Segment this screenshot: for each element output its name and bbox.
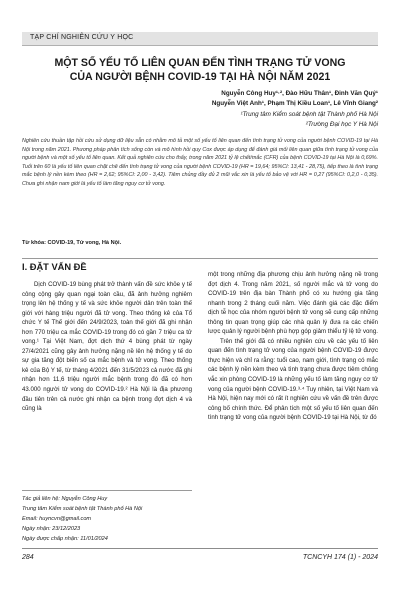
affiliation-2: ²Trường Đại học Y Hà Nội (305, 121, 378, 129)
abstract: Nghiên cứu thuần tập hồi cứu sử dụng dữ liệu sẵn có nhằm mô tả một số yếu tố liên quan đến tình trạng tử vong của người bệnh COVID-19 tại Hà Nội trong năm 2021. Phương pháp phân tích sống còn và mô hình hồi quy Cox được áp dụng để đánh giá mối liên quan giữa tình trạng tử vong của người bệnh và một số yếu tố liên quan. Kết quả nghiên cứu cho thấy, trong năm 2021 tỷ lệ chết/mắc (CFR) của bệnh COVID-19 tại Hà Nội là 0,69%. Tuổi trên 60 là yếu tố liên quan chặt chẽ đến tình trạng tử vong của người bệnh COVID-19 (HR = 19,64; 95%CI: 13,41 - 28,75), tiếp theo là tình trạng mắc bệnh lý nền kèm theo (HR = 2,62; 95%CI: 2,00 - 3,42). Tiêm chủng đầy đủ 2 mũi vắc xin là yếu tố bảo vệ với HR = 0,27 (95%CI: 0,2,0 - 0,35). Chưa ghi nhận nam giới là yếu tố làm tăng nguy cơ tử vong. (22, 138, 378, 187)
keywords: Từ khóa: COVID-19, Tử vong, Hà Nội. (22, 240, 122, 246)
received-date: Ngày nhận: 23/12/2023 (22, 526, 81, 533)
section-divider (22, 258, 378, 259)
affiliation-1: ¹Trung tâm Kiểm soát bệnh tật Thành phố Hà Nội (240, 110, 378, 118)
article-title-line-1: MỘT SỐ YẾU TỐ LIÊN QUAN ĐẾN TÌNH TRẠNG TỬ VONG (54, 57, 346, 69)
article-title-line-2: CỦA NGƯỜI BỆNH COVID-19 TẠI HÀ NỘI NĂM 2021 (69, 71, 331, 83)
section-heading: I. ĐẶT VẤN ĐỀ (22, 262, 87, 272)
accepted-date: Ngày được chấp nhận: 11/01/2024 (22, 536, 108, 543)
corresponding-author: Tác giả liên hệ: Nguyễn Công Huy (22, 496, 108, 502)
journal-issue: TCNCYH 174 (1) - 2024 (302, 554, 378, 561)
body-column-right (208, 270, 378, 423)
page-number: 284 (22, 554, 34, 561)
body-column-left (22, 280, 192, 414)
corresponding-email: Email: huyncvn@gmail.com (22, 516, 92, 523)
footnote-divider (22, 490, 192, 491)
journal-header-bar (22, 32, 378, 46)
footer-divider (22, 548, 378, 549)
authors-line-2: Nguyễn Việt Anh¹, Phạm Thị Kiều Loan¹, Lê Vĩnh Giang² (211, 100, 378, 108)
body-paragraph: Dịch COVID-19 bùng phát trở thành vấn đề sức khỏe y tế công cộng gây quan ngại toàn cầu, đã ảnh hưởng nghiêm trọng lên hệ thống y tế và sức khỏe người dân trên toàn thế giới với hàng triệu người đã tử vong. Theo thống kê của Tổ chức Y tế Thế giới đến 24/9/2023, toàn thế giới đã ghi nhận hơn 770 triệu ca mắc COVID-19 trong đó có gần 7 triệu ca tử vong.¹ Tại Việt Nam, đợt dịch thứ 4 bùng phát từ ngày 27/4/2021 cũng gây ảnh hưởng nặng nề lên hệ thống y tế do sự gia tăng đột biến số ca mắc bệnh và tử vong. Theo thống kê của Bộ Y tế, từ tháng 4/2021 đến 31/5/2023 cả nước đã ghi nhận hơn 11,6 triệu người mắc bệnh trong đó đã có hơn 43.000 người tử vong do COVID-19.² Hà Nội là địa phương đầu tiên trên cả nước ghi nhận ca bệnh trong đợt dịch 4 và cũng là (22, 281, 192, 413)
body-paragraph-continued: một trong những địa phương chịu ảnh hưởng nặng nề trong đợt dịch 4. Trong năm 2021, số người mắc và tử vong do COVID-19 trên địa bàn Thành phố có xu hướng gia tăng nhanh trong 2 tháng cuối năm. Việc đánh giá các đặc điểm dịch tễ học của nhóm người bệnh tử vong sẽ cung cấp những thông tin quan trọng giúp các nhà quản lý đưa ra các chiến lược quản lý người bệnh phù hợp góp giảm thiểu tỷ lệ tử vong. (208, 271, 378, 336)
corresponding-affiliation: Trung tâm Kiểm soát bệnh tật Thành phố Hà Nội (22, 506, 143, 513)
body-paragraph: Trên thế giới đã có nhiều nghiên cứu về các yếu tố liên quan đến tình trạng tử vong của người bệnh COVID-19 được thực hiện và chỉ ra rằng: tuổi cao, nam giới, tình trạng có mắc các bệnh lý nền kèm theo và tình trạng chưa được tiêm chủng vắc xin phòng COVID-19 là những yếu tố làm tăng nguy cơ tử vong của người bệnh COVID-19.³·⁴ Tuy nhiên, tại Việt Nam và Hà Nội, hiện nay mới có rất ít nghiên cứu về vấn đề trên được công bố chính thức. Để phân tích một số yếu tố liên quan đến tình trạng tử vong của người bệnh COVID-19 tại Hà Nội, từ đó (208, 337, 378, 422)
correspondence-footnote (22, 494, 192, 544)
author-block (22, 89, 378, 131)
article-title (22, 56, 378, 84)
authors-line-1: Nguyễn Công Huy¹·², Đào Hữu Thân¹, Đinh Văn Quý¹ (221, 90, 378, 97)
journal-name: TẠP CHÍ NGHIÊN CỨU Y HỌC (30, 34, 134, 41)
